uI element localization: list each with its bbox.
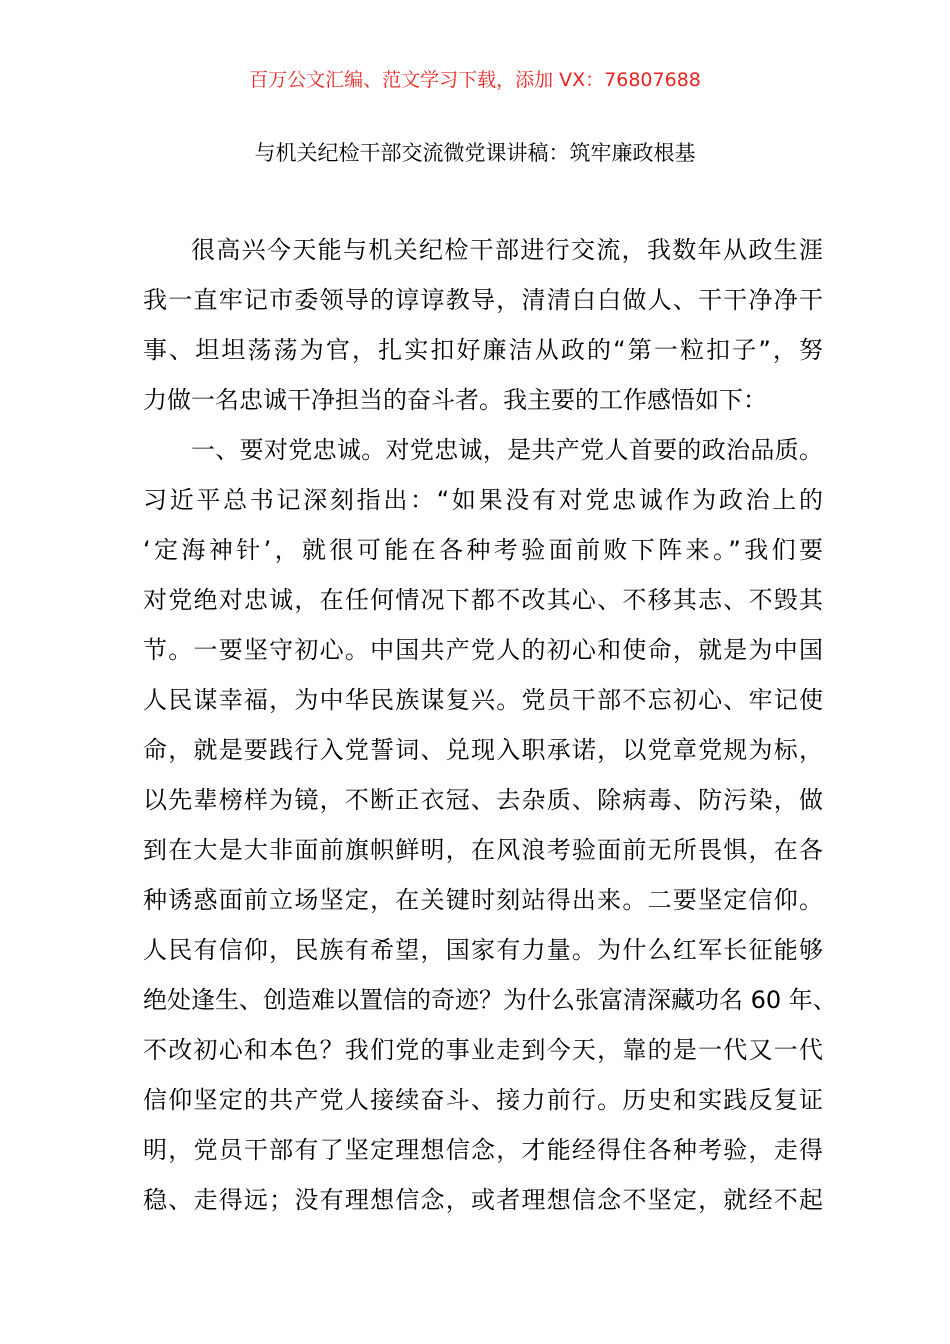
- paragraph-line: 力做一名忠诚干净担当的奋斗者。我主要的工作感悟如下：: [143, 386, 767, 414]
- paragraph-line: 以先辈榜样为镜，不断正衣冠、去杂质、除病毒、防污染，做: [143, 786, 823, 814]
- paragraph-line: 一、要对党忠诚。对党忠诚，是共产党人首要的政治品质。: [191, 436, 823, 464]
- paragraph-line: 习近平总书记深刻指出：“如果没有对党忠诚作为政治上的: [143, 486, 823, 514]
- paragraph-line: 到在大是大非面前旗帜鲜明，在风浪考验面前无所畏惧，在各: [143, 836, 823, 864]
- document-title: 与机关纪检干部交流微党课讲稿：筑牢廉政根基: [254, 141, 696, 165]
- paragraph-line: 稳、走得远；没有理想信念，或者理想信念不坚定，就经不起: [143, 1186, 823, 1214]
- paragraph-line: 人民谋幸福，为中华民族谋复兴。党员干部不忘初心、牢记使: [143, 686, 823, 714]
- paragraph-line: ‘定海神针’，就很可能在各种考验面前败下阵来。”我们要: [143, 536, 823, 564]
- paragraph-line: 我一直牢记市委领导的谆谆教导，清清白白做人、干干净净干: [143, 286, 823, 314]
- paragraph-line: 事、坦坦荡荡为官，扎实扣好廉洁从政的“第一粒扣子”，努: [143, 336, 823, 364]
- paragraph-line: 节。一要坚守初心。中国共产党人的初心和使命，就是为中国: [143, 636, 823, 664]
- paragraph-line: 绝处逢生、创造难以置信的奇迹？为什么张富清深藏功名 60 年、: [143, 986, 837, 1014]
- paragraph-line: 种诱惑面前立场坚定，在关键时刻站得出来。二要坚定信仰。: [143, 886, 823, 914]
- paragraph-line: 命，就是要践行入党誓词、兑现入职承诺，以党章党规为标，: [143, 736, 823, 764]
- paragraph-line: 信仰坚定的共产党人接续奋斗、接力前行。历史和实践反复证: [143, 1086, 823, 1114]
- paragraph-line: 对党绝对忠诚，在任何情况下都不改其心、不移其志、不毁其: [143, 586, 823, 614]
- paragraph-line: 明，党员干部有了坚定理想信念，才能经得住各种考验，走得: [143, 1136, 823, 1164]
- header-note: 百万公文汇编、范文学习下载，添加 VX：76807688: [249, 69, 701, 91]
- body-text: [143, 225, 837, 1225]
- paragraph-line: 很高兴今天能与机关纪检干部进行交流，我数年从政生涯: [191, 236, 823, 264]
- paragraph-line: 人民有信仰，民族有希望，国家有力量。为什么红军长征能够: [143, 936, 823, 964]
- paragraph-line: 不改初心和本色？我们党的事业走到今天，靠的是一代又一代: [143, 1036, 823, 1064]
